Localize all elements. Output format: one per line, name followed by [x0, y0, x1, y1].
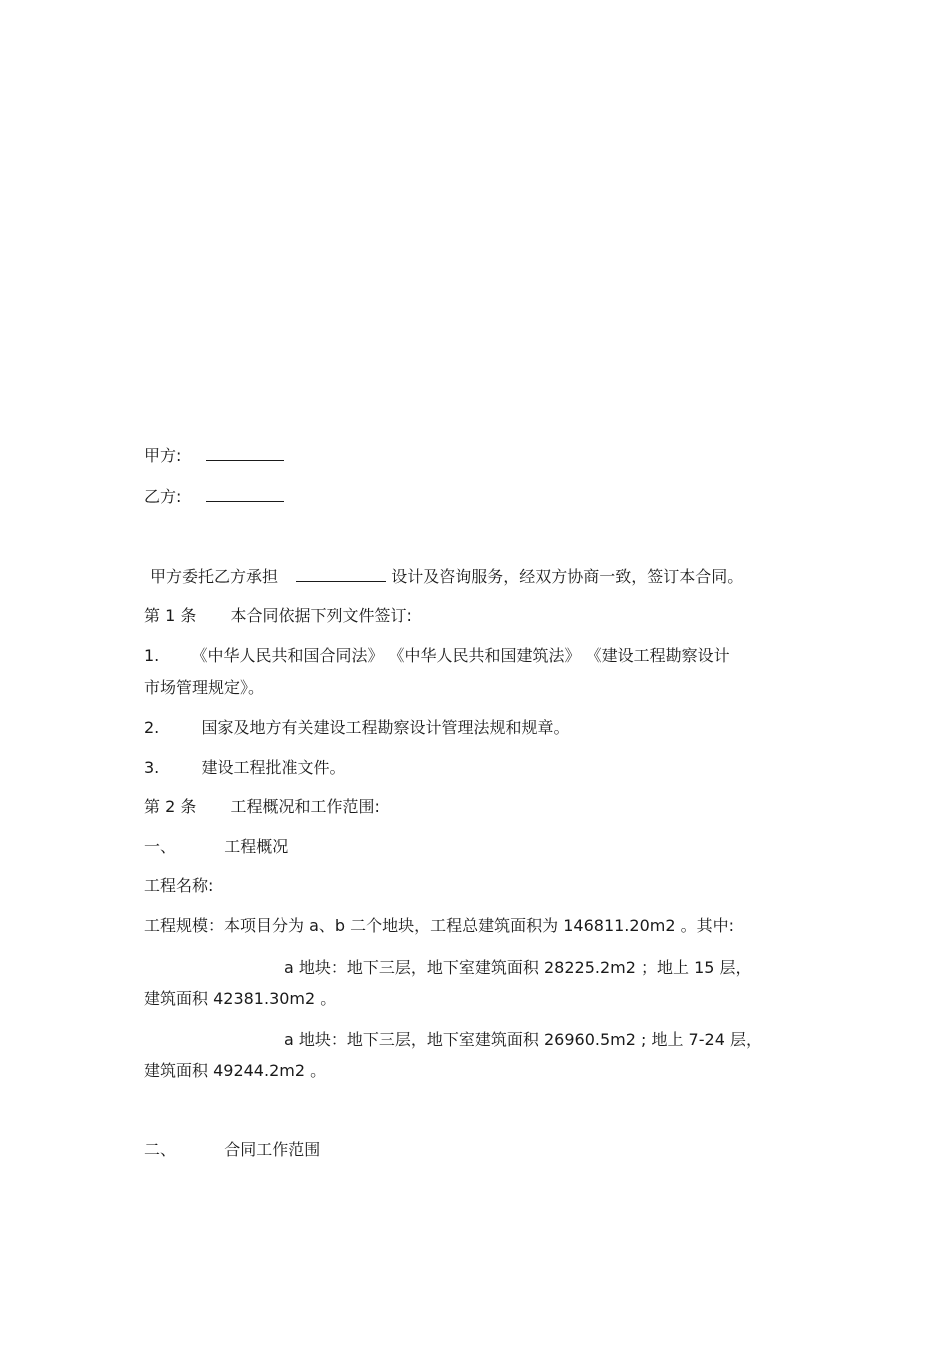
party-a-label: 甲方:	[144, 446, 182, 465]
party-b-label: 乙方:	[144, 487, 182, 506]
project-name-line	[144, 875, 213, 897]
plot-b-area-line	[144, 1060, 326, 1082]
intro-line	[150, 565, 743, 588]
project-blank[interactable]	[296, 565, 386, 582]
plot-b-area: 建筑面积 49244.2m2 。	[144, 1061, 327, 1080]
plot-a-area: 建筑面积 42381.30m2 。	[144, 989, 337, 1008]
section1-number: 一、	[144, 837, 177, 856]
article2-heading: 工程概况和工作范围:	[230, 797, 380, 816]
section2-text: 合同工作范围	[224, 1140, 321, 1159]
article1-title	[144, 605, 412, 627]
item2-text: 国家及地方有关建设工程勘察设计管理法规和规章。	[201, 718, 570, 737]
item1-text-cont: 市场管理规定》。	[144, 678, 265, 697]
item3-number: 3.	[144, 758, 160, 777]
intro-before: 甲方委托乙方承担	[150, 567, 279, 586]
item3-text: 建设工程批准文件。	[201, 758, 346, 777]
project-scale-text: 工程规模：本项目分为 a、b 二个地块，工程总建筑面积为 146811.20m2 。其中:	[144, 916, 734, 935]
project-scale-line	[144, 915, 734, 937]
intro-after: 设计及咨询服务，经双方协商一致，签订本合同。	[391, 567, 744, 586]
party-a-blank[interactable]	[206, 444, 284, 461]
section1-text: 工程概况	[224, 837, 289, 856]
item2-number: 2.	[144, 718, 160, 737]
party-a-line	[144, 444, 284, 467]
article1-item2	[144, 717, 569, 739]
project-name-label: 工程名称:	[144, 876, 214, 895]
article1-heading: 本合同依据下列文件签订:	[230, 606, 412, 625]
article1-number: 第 1 条	[144, 606, 197, 625]
plot-a-text: a 地块：地下三层，地下室建筑面积 28225.2m2 ；地上 15 层，	[284, 958, 752, 977]
section2-heading	[144, 1139, 320, 1161]
article1-item1	[144, 645, 730, 667]
section2-number: 二、	[144, 1140, 177, 1159]
party-b-line	[144, 485, 284, 508]
article1-item3	[144, 757, 345, 779]
plot-a-area-line	[144, 988, 336, 1010]
party-b-blank[interactable]	[206, 485, 284, 502]
item1-text: 《中华人民共和国合同法》 《中华人民共和国建筑法》 《建设工程勘察设计	[191, 646, 730, 665]
plot-b-line	[284, 1029, 762, 1051]
plot-b-text: a 地块：地下三层，地下室建筑面积 26960.5m2 ; 地上 7-24 层，	[284, 1030, 762, 1049]
plot-a-line	[284, 957, 752, 979]
article2-number: 第 2 条	[144, 797, 197, 816]
article2-title	[144, 796, 380, 818]
article1-item1-cont	[144, 677, 264, 699]
section1-heading	[144, 836, 288, 858]
item1-number: 1.	[144, 646, 160, 665]
